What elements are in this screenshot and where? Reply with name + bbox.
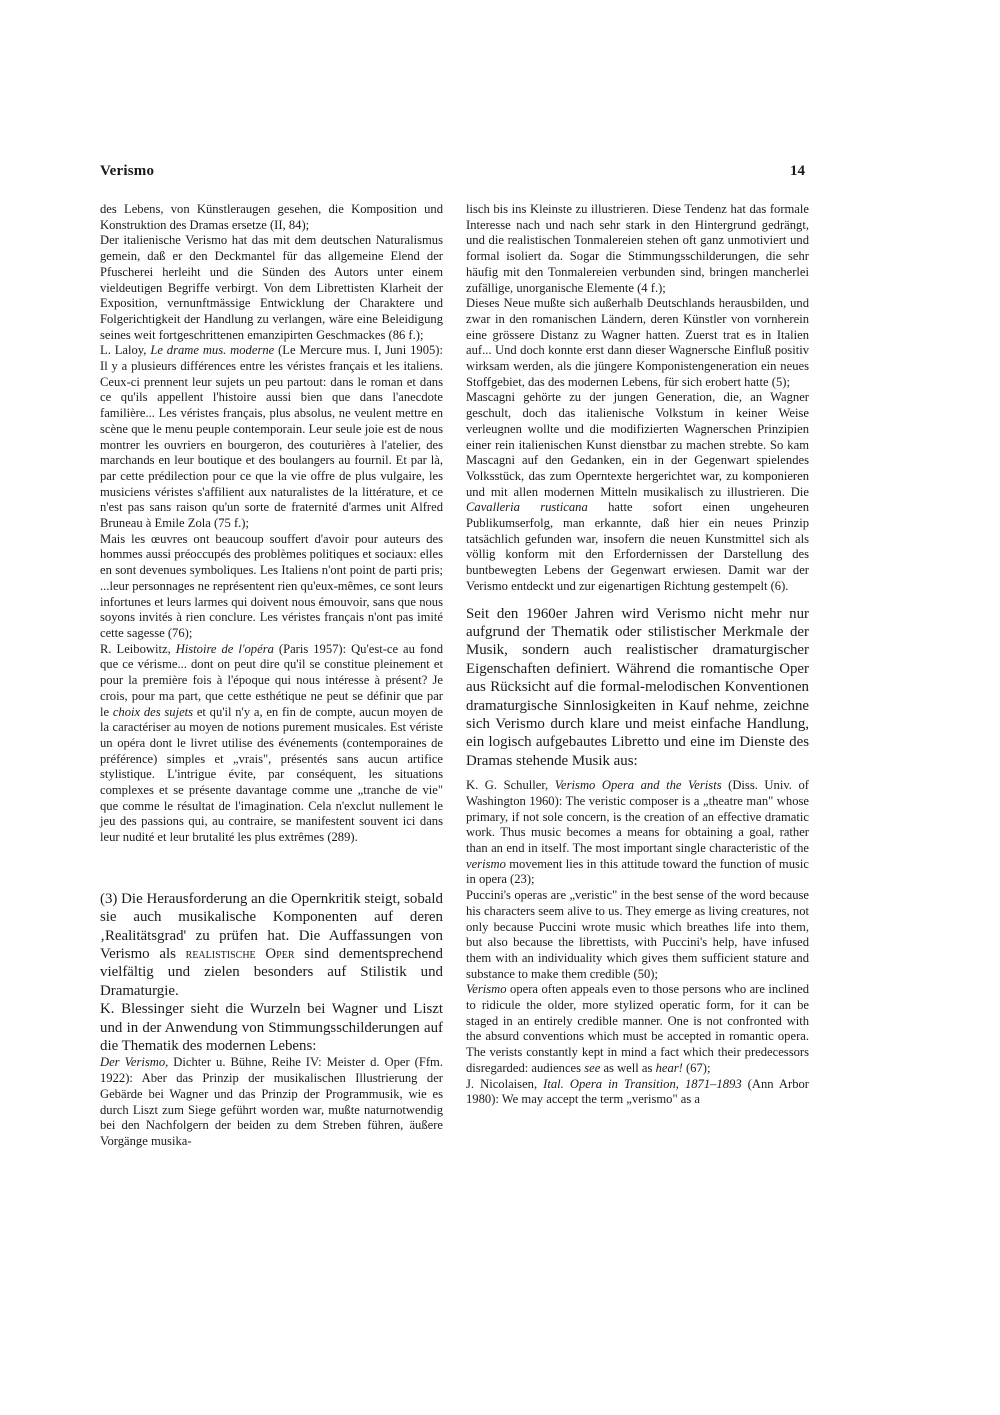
quote-paragraph: Dieses Neue mußte sich außerhalb Deutschlands herausbilden, und zwar in den romanischen Ländern, deren Künstler von vornherein eine grössere Distanz zu Wagner hatten. Zuerst trat es in Italien auf... Und doch konnte erst dann dieser Wagnersche Einfluß positiv wirksam werden, als die jüngere Komponistengeneration ein neues Stoffgebiet, das des modernen Lebens, für sich erobert hatte (5); — [466, 296, 809, 389]
body-paragraph: (3) Die Herausforderung an die Opernkritik steigt, sobald sie auch musikalische Komponenten auf deren ‚Realitätsgrad' zu prüfen hat. Die Auffassungen von Verismo als realistische Oper sind dementsprechend vielfältig und zielen besonders auf Stilistik und Dramaturgie. — [100, 890, 443, 999]
quote-paragraph: lisch bis ins Kleinste zu illustrieren. Diese Tendenz hat das formale Interesse nach und nach sehr stark in den Hintergrund gedrängt, und die realistischen Tonmalereien stehen oft ganz unmotiviert und formal isoliert da. Sogar die Stimmungsschilderungen, die sehr häufig mit den Tonmalereien verbunden sind, bringen mancherlei zufällige, unorganische Elemente (4 f.); — [466, 202, 809, 295]
body-paragraph: Seit den 1960er Jahren wird Verismo nicht mehr nur aufgrund der Thematik oder stilistischer Merkmale der Musik, sondern auch realistischer dramaturgischer Eigenschaften definiert. Während die romantische Oper aus Rücksicht auf die formal-melodischen Konventionen dramaturgische Sinnlosigkeiten in Kauf nehme, zeichne sich Verismo durch klare und meist einfache Handlung, ein logisch aufgebautes Libretto und eine im Dienste des Dramas stehende Musik aus: — [466, 605, 809, 769]
quote-paragraph: Mais les œuvres ont beaucoup souffert d'avoir pour auteurs des hommes aussi préoccupés des problèmes politiques et sociaux: elles en sont devenues symboliques. Les Italiens n'ont point de parti pris; ...leur personnages ne représentent rien qu'eux-mêmes, ce sont leurs infortunes et leurs larmes qui doivent nous émouvoir, sans que nous soyons invités à rien conclure. Les véristes français n'ont pas imité cette sagesse (76); — [100, 531, 443, 640]
body-paragraph: K. Blessinger sieht die Wurzeln bei Wagner und Liszt und in der Anwendung von Stimmungsschilderungen auf die Thematik des modernen Lebens: — [100, 1001, 443, 1055]
quote-paragraph: Der Verismo, Dichter u. Bühne, Reihe IV: Meister d. Oper (Ffm. 1922): Aber das Prinzip der musikalischen Illustrierung der Gebärde bei Wagner und das Prinzip der Programmusik, wie es durch Liszt zum Siege geführt worden war, mußte naturnotwendig bei den Nachfolgern der beiden zu dem Streben führen, äußere Vorgänge musika- — [100, 1055, 443, 1148]
quote-paragraph: J. Nicolaisen, Ital. Opera in Transition, 1871–1893 (Ann Arbor 1980): We may accept the term „verismo" as a — [466, 1076, 809, 1107]
quote-paragraph: R. Leibowitz, Histoire de l'opéra (Paris 1957): Qu'est-ce au fond que ce vérisme... dont on peut dire qu'il se constitue pleinement et pour la première fois à l'époque qui nous intéresse à présent? Je crois, pour ma part, que cette esthétique ne peut se définir que par le choix des sujets et qu'il n'y a, en fin de compte, aucun moyen de la caractériser au moyen de notions purement musicales. Est vériste un opéra dont le livret utilise des événements (contemporaines de préférence) simples et „vrais", présentés sans aucun artifice stylistique. L'intrigue évite, par conséquent, les situations complexes et se présente davantage comme une „tranche de vie" que comme le résultat de l'imagination. Cela n'exclut nullement le jeu des passions qui, au contraire, se manifestent souvent ici dans leur nudité et leur brutalité les plus extrêmes (289). — [100, 641, 443, 845]
term-small-caps: realistische Oper — [185, 946, 295, 963]
quote-paragraph: L. Laloy, Le drame mus. moderne (Le Mercure mus. I, Juni 1905): Il y a plusieurs différences entre les véristes français et les italiens. Ceux-ci prennent leur sujets un peu partout: dans le roman et dans ce qu'ils appellent l'histoire aussi bien que dans l'anecdote familière... Les véristes français, plus absolus, ne veulent mettre en scène que le menu peuple contemporain. Leur seule joie est de nous montrer les ouvriers en bourgeron, des couturières à l'atelier, des marchands en leur boutique et des boulangers au fournil. Et par là, par cette prédilection pour ce que la vie offre de plus vulgaire, les musiciens véristes s'affilient aux naturalistes de la littérature, et ce n'est pas sans raison qu'un sorte de fraternité d'armes unit Alfred Bruneau à Emile Zola (75 f.); — [100, 343, 443, 531]
quote-paragraph: Verismo opera often appeals even to those persons who are inclined to ridicule the older, more stylized operatic form, for it can be staged in an entirely credible manner. One is not confronted with the absurd conventions which must be accepted in romantic opera. The verists constantly kept in mind a fact which their predecessors disregarded: audiences see as well as hear! (67); — [466, 982, 809, 1075]
quote-paragraph: des Lebens, von Künstleraugen gesehen, die Komposition und Konstruktion des Dramas ersetze (II, 84); — [100, 202, 443, 232]
left-column — [100, 202, 443, 1150]
section-3 — [100, 890, 443, 1150]
right-column — [466, 202, 809, 1108]
quote-paragraph: K. G. Schuller, Verismo Opera and the Verists (Diss. Univ. of Washington 1960): The veristic composer is a „theatre man" whose primary, if not sole concern, is the creation of an effective dramatic work. Thus music becomes a means for obtaining a goal, rather than an end in itself. The most important single characteristic of the verismo movement lies in this attitude toward the function of music in opera (23); — [466, 778, 809, 887]
quote-paragraph: Puccini's operas are „veristic" in the best sense of the word because his characters seem alive to us. They emerge as living creatures, not only because Puccini wrote music which breathes life into them, but also because the librettists, with Puccini's help, have infused them with an individuality which gives them sufficient stature and substance to make them credible (50); — [466, 888, 809, 981]
quote-paragraph: Der italienische Verismo hat das mit dem deutschen Naturalismus gemein, daß er den Deckmantel für das allgemeine Elend der Pfuscherei herleiht und die Sünden des Autors unter einem vieldeutigen Begriffe verbirgt. Von dem Librettisten Klarheit der Exposition, vernunftmässige Entwicklung der Charaktere und Folgerichtigkeit der Handlung zu verlangen, wäre eine Beleidigung seines weit fortgeschrittenen emanzipirten Geschmackes (86 f.); — [100, 233, 443, 342]
page-number: 14 — [790, 163, 805, 179]
running-header-title: Verismo — [100, 163, 155, 179]
quote-paragraph: Mascagni gehörte zu der jungen Generation, die, an Wagner geschult, doch das italienische Volkstum in keiner Weise verleugnen wollte und die modifizierten Wagnerschen Prinzipien einer rein italienischen Kunst dienstbar zu machen strebte. So kam Mascagni auf den Gedanken, ein in der Gegenwart spielendes Volksstück, das zum Operntexte hergerichtet war, zu komponieren und mit allen modernen Mitteln musikalisch zu illustrieren. Die Cavalleria rusticana hatte sofort einen ungeheuren Publikumserfolg, man erkannte, daß hier ein neues Prinzip tatsächlich gefunden war, insofern die neuen Kunstmittel sich als völlig konform mit den Erfordernissen der Darstellung des buntbewegten Lebens der Gegenwart erwiesen. Damit war der Verismo entdeckt und zur eigenartigen Richtung gestempelt (6). — [466, 390, 809, 593]
